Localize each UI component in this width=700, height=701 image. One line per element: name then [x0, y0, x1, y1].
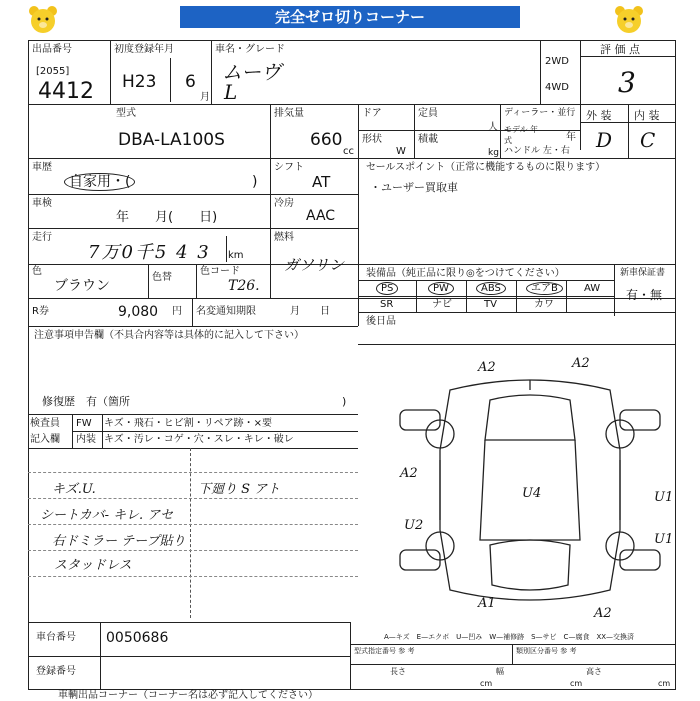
yen-unit: 円	[172, 306, 182, 317]
diagram-mark-9: A2	[594, 606, 612, 621]
notice-value: 月 日	[290, 306, 330, 317]
dealer-label: ディーラー・並行	[504, 108, 576, 118]
mileage: 7万0千5 4 3	[88, 242, 211, 263]
equip-pw: PW	[428, 283, 454, 294]
fw-label: FW	[76, 418, 92, 429]
era-year: H23	[122, 72, 157, 92]
person-unit: 人	[488, 122, 498, 133]
recycle-label: R券	[32, 306, 49, 317]
door-label: ドア	[362, 108, 382, 119]
recycle-amount: 9,080	[118, 304, 159, 320]
bottom-title: 車輌出品コーナー（コーナー名は必ず記入してください）	[58, 690, 318, 701]
equip-aw: AW	[584, 283, 601, 294]
history-value: 自家用・(	[64, 172, 135, 192]
capacity-label: 定員	[418, 108, 438, 119]
chassis-number: 0050686	[106, 630, 169, 646]
warranty-label: 新車保証書	[620, 268, 666, 278]
score: 3	[618, 66, 636, 99]
grade: L	[224, 80, 238, 104]
interior-grade: C	[640, 128, 656, 152]
diagram-mark-3: A2	[400, 466, 418, 481]
type-spec-label: 型式指定番号 参 考	[354, 647, 415, 655]
diagram-mark-5: U4	[522, 486, 542, 501]
lot-number: 4412	[38, 79, 94, 104]
drive-2wd: 2WD	[545, 56, 569, 67]
fuel: ガソリン	[284, 256, 345, 274]
diagram-mark-7: U1	[654, 532, 674, 547]
load-label: 積載	[418, 134, 438, 145]
color-change-label: 色替	[152, 272, 172, 283]
sales-point: ・ユーザー買取車	[370, 181, 458, 194]
shape-value: W	[396, 146, 406, 157]
equip-abs: ABS	[476, 283, 506, 294]
inspection-value: 年 月( 日)	[116, 210, 218, 225]
width-unit: cm	[570, 679, 583, 688]
after-label: 後日品	[366, 316, 396, 327]
first-reg-label: 初度登録年月	[114, 44, 174, 55]
height-unit: cm	[658, 679, 671, 688]
interior-row-label: 内装	[76, 434, 96, 445]
equip-sr: SR	[380, 299, 394, 310]
notice-label: 名変通知期限	[196, 306, 256, 317]
car-name: ムーヴ	[222, 60, 281, 84]
equip-leather: カワ	[534, 299, 554, 310]
reg-label: 登録番号	[36, 666, 76, 677]
color-code: T26.	[228, 278, 260, 294]
inspector-note-4: スタッドレス	[54, 558, 132, 573]
color-label: 色	[32, 266, 42, 277]
mileage-label: 走行	[32, 232, 52, 243]
model-label: 型式	[116, 108, 136, 119]
handle-label: ハンドル 左・右	[504, 146, 570, 156]
history-label: 車歴	[32, 162, 52, 173]
displacement-label: 排気量	[274, 108, 304, 119]
history-close: )	[252, 174, 258, 190]
diagram-mark-6: U1	[654, 490, 674, 505]
shape-label: 形状	[362, 134, 382, 145]
page-title: 完全ゼロ切りコーナー	[180, 6, 520, 28]
diagram-mark-8: A1	[478, 596, 496, 611]
diagram-mark-2: A2	[572, 356, 590, 371]
cc-unit: cc	[343, 146, 354, 157]
inspector-note-2: シートカバ- キレ. アセ	[40, 508, 174, 523]
repair-close: )	[342, 395, 347, 408]
diagram-mark-4: U2	[404, 518, 424, 533]
equip-navi: ナビ	[432, 299, 452, 310]
inspector-note-3: 右ドミラー テープ貼り	[52, 534, 186, 549]
diagram-legend: A—キズ E—エクボ U—凹み W—補修跡 S—サビ C—腐食 XX—交換済	[384, 633, 635, 641]
interior-items: キズ・汚レ・コゲ・穴・スレ・キレ・破レ	[104, 434, 294, 445]
lot-sub: [2055]	[36, 66, 70, 77]
sales-label: セールスポイント（正常に機能するものに限ります）	[366, 162, 606, 173]
length-unit: cm	[480, 679, 493, 688]
inspection-label: 車検	[32, 198, 52, 209]
bear-mascot-icon	[612, 4, 646, 36]
fuel-label: 燃料	[274, 232, 294, 243]
shift: AT	[312, 173, 331, 191]
kg-unit: kg	[488, 148, 499, 158]
aircon-label: 冷房	[274, 198, 294, 209]
inspector-note-1: キズ.U.	[52, 482, 96, 497]
name-label: 車名・グレード	[215, 44, 285, 55]
checker-label: 検査員	[30, 418, 60, 429]
entry-label: 記入欄	[30, 434, 60, 445]
equip-airbag: エアB	[526, 283, 563, 294]
interior-label: 内 装	[634, 109, 660, 122]
repair-label: 修復歴 有（箇所	[42, 395, 130, 408]
lot-label: 出品番号	[32, 44, 72, 55]
model: DBA-LA100S	[118, 130, 225, 150]
chassis-label: 車台番号	[36, 632, 76, 643]
bear-mascot-icon	[26, 4, 60, 36]
fw-items: キズ・飛石・ヒビ割・リペア跡・×要	[104, 418, 272, 429]
interior-note: 下廻り S アト	[198, 482, 281, 497]
drive-4wd: 4WD	[545, 82, 569, 93]
month-unit: 月	[200, 92, 210, 103]
shift-label: シフト	[274, 162, 304, 173]
color: ブラウン	[54, 278, 110, 294]
class-spec-label: 類別区分番号 参 考	[516, 647, 577, 655]
month: 6	[185, 72, 196, 92]
year-unit: 年	[566, 132, 576, 143]
warranty-value: 有・無	[626, 288, 663, 302]
score-label: 評 価 点	[600, 43, 640, 56]
height-label: 高さ	[586, 667, 602, 676]
displacement: 660	[310, 130, 343, 150]
aircon: AAC	[306, 208, 336, 224]
equip-ps: PS	[376, 283, 398, 294]
width-label: 幅	[496, 667, 504, 676]
equip-label: 装備品（純正品に限り◎をつけてください）	[366, 268, 565, 279]
equip-tv: TV	[484, 299, 497, 310]
km-unit: km	[228, 250, 244, 261]
diagram-mark-1: A2	[478, 360, 496, 375]
length-label: 長さ	[390, 667, 406, 676]
exterior-grade: D	[596, 128, 613, 152]
notes-label: 注意事項申告欄（不具合内容等は具体的に記入して下さい）	[34, 330, 304, 341]
model-year-label: モデル 年式	[504, 125, 539, 145]
exterior-label: 外 装	[586, 109, 612, 122]
color-code-label: 色コード	[200, 266, 240, 277]
